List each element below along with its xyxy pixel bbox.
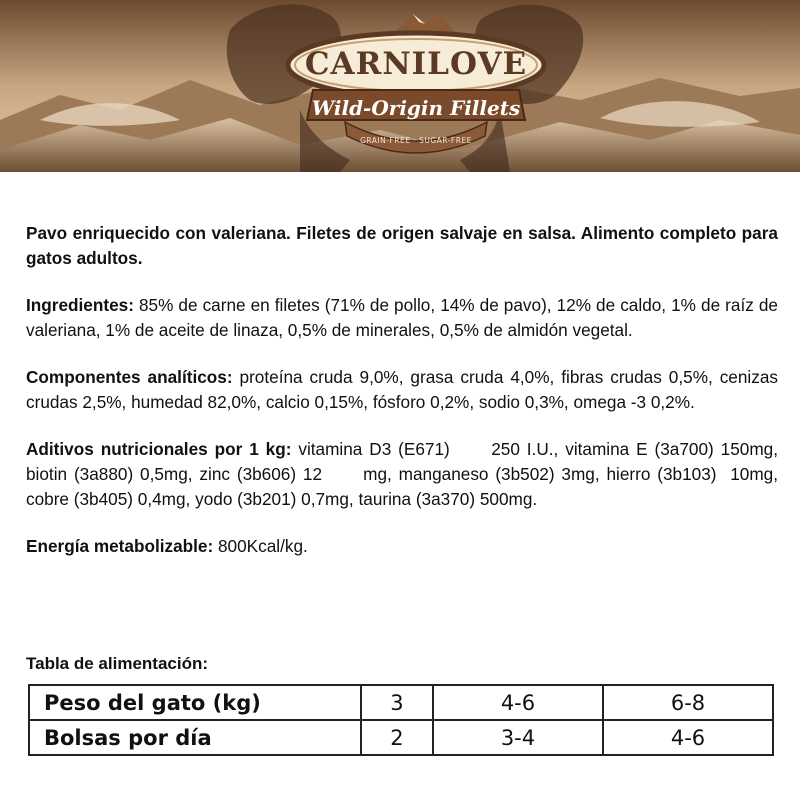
carnilove-logo — [285, 10, 547, 160]
table-row — [29, 720, 773, 755]
ingredients-section — [26, 293, 778, 343]
table-cell: 4-6 — [433, 685, 603, 720]
header-banner — [0, 0, 800, 172]
brand-name: CARNILOVE — [304, 46, 528, 82]
energy-label: Energía metabolizable: — [26, 536, 214, 556]
product-description — [26, 221, 783, 559]
table-cell: 6-8 — [603, 685, 773, 720]
table-cell: 3 — [361, 685, 433, 720]
additives-text: vitamina D3 (E671) 250 I.U., vitamina E (3a700) 150mg, biotin (3a880) 0,5mg, zinc (3b606) 12 mg, manganeso (3b502) 3mg, hierro (3b103) 10mg, cobre (3b405) 0,4mg, yodo (3b201) 0,7mg, taurina (3a370) 500mg. — [26, 439, 783, 509]
ingredients-label: Ingredientes: — [26, 295, 134, 315]
feeding-table — [28, 684, 774, 756]
energy-text: 800Kcal/kg. — [213, 536, 308, 556]
row-label-weight: Peso del gato (kg) — [29, 685, 361, 720]
additives-label: Aditivos nutricionales por 1 kg: — [26, 439, 292, 459]
intro-text: Pavo enriquecido con valeriana. Filetes de origen salvaje en salsa. Alimento completo para gatos adultos. — [26, 223, 778, 268]
table-cell: 3-4 — [433, 720, 603, 755]
table-cell: 2 — [361, 720, 433, 755]
analytical-label: Componentes analíticos: — [26, 367, 233, 387]
additives-section — [26, 437, 783, 512]
feeding-table-title: Tabla de alimentación: — [26, 654, 209, 673]
product-line-title: Wild-Origin Fillets — [311, 96, 521, 120]
energy-section — [26, 534, 778, 559]
analytical-section — [26, 365, 778, 415]
table-cell: 4-6 — [603, 720, 773, 755]
grain-sugar-free-badge: GRAIN-FREE · SUGAR-FREE — [360, 136, 472, 145]
ingredients-text: 85% de carne en filetes (71% de pollo, 14% de pavo), 12% de caldo, 1% de raíz de valeriana, 1% de aceite de linaza, 0,5% de minerales, 0,5% de almidón vegetal. — [26, 295, 778, 340]
analytical-text: proteína cruda 9,0%, grasa cruda 4,0%, fibras crudas 0,5%, cenizas crudas 2,5%, humedad 82,0%, calcio 0,15%, fósforo 0,2%, sodio 0,3%, omega -3 0,2%. — [26, 367, 778, 412]
row-label-pouches: Bolsas por día — [29, 720, 361, 755]
table-row — [29, 685, 773, 720]
